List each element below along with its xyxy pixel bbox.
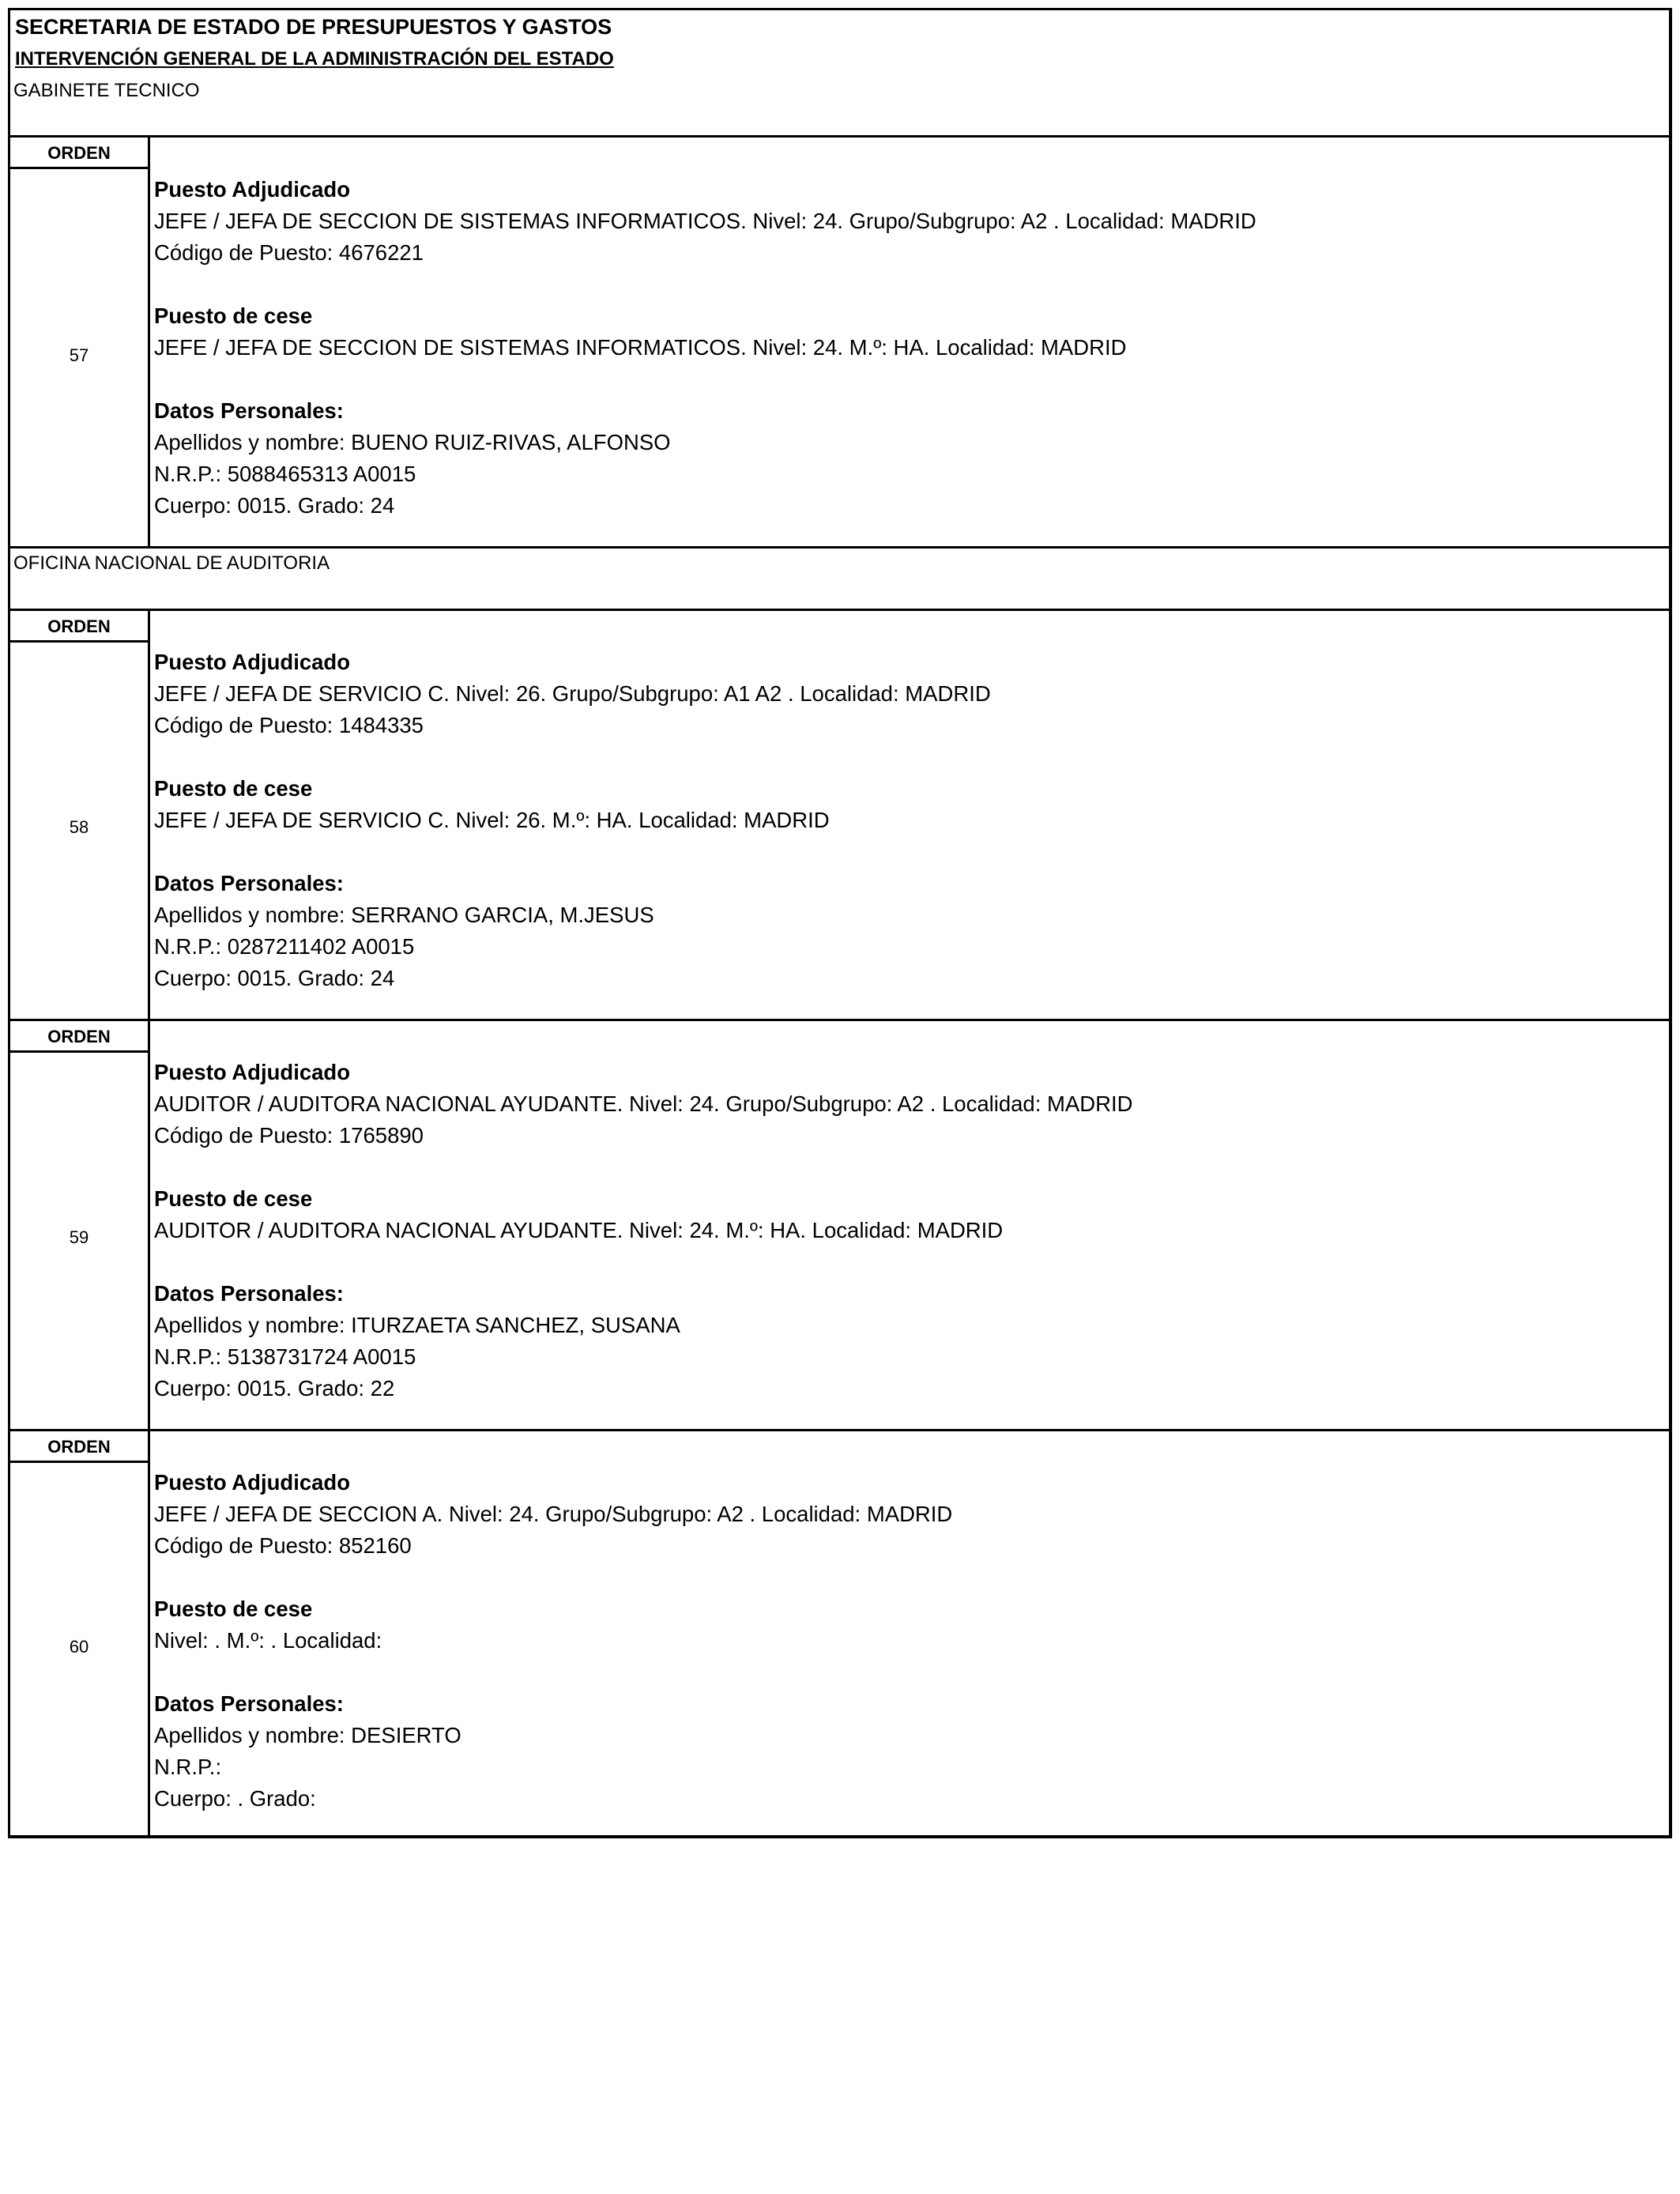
orden-divider [10,640,148,643]
adjudicado-codigo: Código de Puesto: 1765890 [154,1123,424,1148]
adjudicado-heading: Puesto Adjudicado [154,1060,351,1084]
adjudicado-heading: Puesto Adjudicado [154,177,351,202]
orden-label: ORDEN [47,1437,111,1457]
datos-cuerpo: Cuerpo: . Grado: [154,1786,316,1811]
datos-nrp: N.R.P.: [154,1755,222,1779]
datos-nombre: Apellidos y nombre: ITURZAETA SANCHEZ, SUSANA [154,1313,680,1337]
row-divider [10,1429,1669,1431]
cese-heading: Puesto de cese [154,1186,313,1211]
column-divider [148,135,150,546]
row-divider [10,135,1669,138]
adjudicado-puesto: JEFE / JEFA DE SERVICIO C. Nivel: 26. Grupo/Subgrupo: A1 A2 . Localidad: MADRID [154,681,991,706]
orden-label: ORDEN [47,616,111,636]
datos-nombre: Apellidos y nombre: BUENO RUIZ-RIVAS, ALFONSO [154,430,671,454]
entry-content [154,174,1256,522]
orden-number: 59 [69,1227,89,1247]
cese-heading: Puesto de cese [154,1596,313,1621]
datos-nrp: N.R.P.: 5138731724 A0015 [154,1344,416,1369]
row-divider [10,609,1669,611]
datos-heading: Datos Personales: [154,1691,344,1716]
datos-heading: Datos Personales: [154,871,344,895]
orden-divider [10,167,148,169]
orden-divider [10,1461,148,1463]
adjudicado-heading: Puesto Adjudicado [154,1470,351,1495]
orden-number: 60 [69,1637,89,1657]
entry-content [154,647,991,994]
entry-content [154,1057,1132,1404]
cese-heading: Puesto de cese [154,776,313,801]
adjudicado-heading: Puesto Adjudicado [154,650,351,674]
datos-nombre: Apellidos y nombre: DESIERTO [154,1723,461,1747]
entry-content [154,1467,952,1815]
adjudicado-puesto: JEFE / JEFA DE SECCION A. Nivel: 24. Grupo/Subgrupo: A2 . Localidad: MADRID [154,1502,953,1526]
section-label-gabinete: GABINETE TECNICO [13,80,200,101]
datos-cuerpo: Cuerpo: 0015. Grado: 24 [154,493,395,518]
adjudicado-codigo: Código de Puesto: 1484335 [154,713,424,737]
cese-puesto: AUDITOR / AUDITORA NACIONAL AYUDANTE. Nivel: 24. M.º: HA. Localidad: MADRID [154,1218,1004,1242]
adjudicado-codigo: Código de Puesto: 852160 [154,1533,412,1558]
adjudicado-codigo: Código de Puesto: 4676221 [154,240,424,265]
datos-nrp: N.R.P.: 0287211402 A0015 [154,934,415,959]
document-table [8,8,1672,1838]
datos-heading: Datos Personales: [154,398,344,423]
section-label-oficina: OFICINA NACIONAL DE AUDITORIA [13,552,330,574]
adjudicado-puesto: JEFE / JEFA DE SECCION DE SISTEMAS INFORMATICOS. Nivel: 24. Grupo/Subgrupo: A2 . Localidad: MADRID [154,209,1256,233]
datos-nrp: N.R.P.: 5088465313 A0015 [154,462,416,486]
row-divider [10,546,1669,548]
cese-puesto: JEFE / JEFA DE SECCION DE SISTEMAS INFORMATICOS. Nivel: 24. M.º: HA. Localidad: MADRID [154,335,1127,360]
datos-cuerpo: Cuerpo: 0015. Grado: 24 [154,966,395,990]
cese-heading: Puesto de cese [154,303,313,328]
cese-puesto: Nivel: . M.º: . Localidad: [154,1628,382,1653]
page-title: SECRETARIA DE ESTADO DE PRESUPUESTOS Y GASTOS [15,15,612,39]
orden-number: 57 [69,345,89,365]
cese-puesto: JEFE / JEFA DE SERVICIO C. Nivel: 26. M.º: HA. Localidad: MADRID [154,808,830,832]
adjudicado-puesto: AUDITOR / AUDITORA NACIONAL AYUDANTE. Nivel: 24. Grupo/Subgrupo: A2 . Localidad: MADRID [154,1091,1133,1116]
datos-cuerpo: Cuerpo: 0015. Grado: 22 [154,1376,395,1400]
orden-number: 58 [69,817,89,837]
orden-divider [10,1050,148,1053]
row-divider [10,1019,1669,1021]
orden-label: ORDEN [47,1027,111,1046]
column-divider [148,609,150,1838]
datos-heading: Datos Personales: [154,1281,344,1306]
orden-label: ORDEN [47,143,111,163]
datos-nombre: Apellidos y nombre: SERRANO GARCIA, M.JESUS [154,903,654,927]
page-subtitle: INTERVENCIÓN GENERAL DE LA ADMINISTRACIÓN DEL ESTADO [15,48,614,70]
